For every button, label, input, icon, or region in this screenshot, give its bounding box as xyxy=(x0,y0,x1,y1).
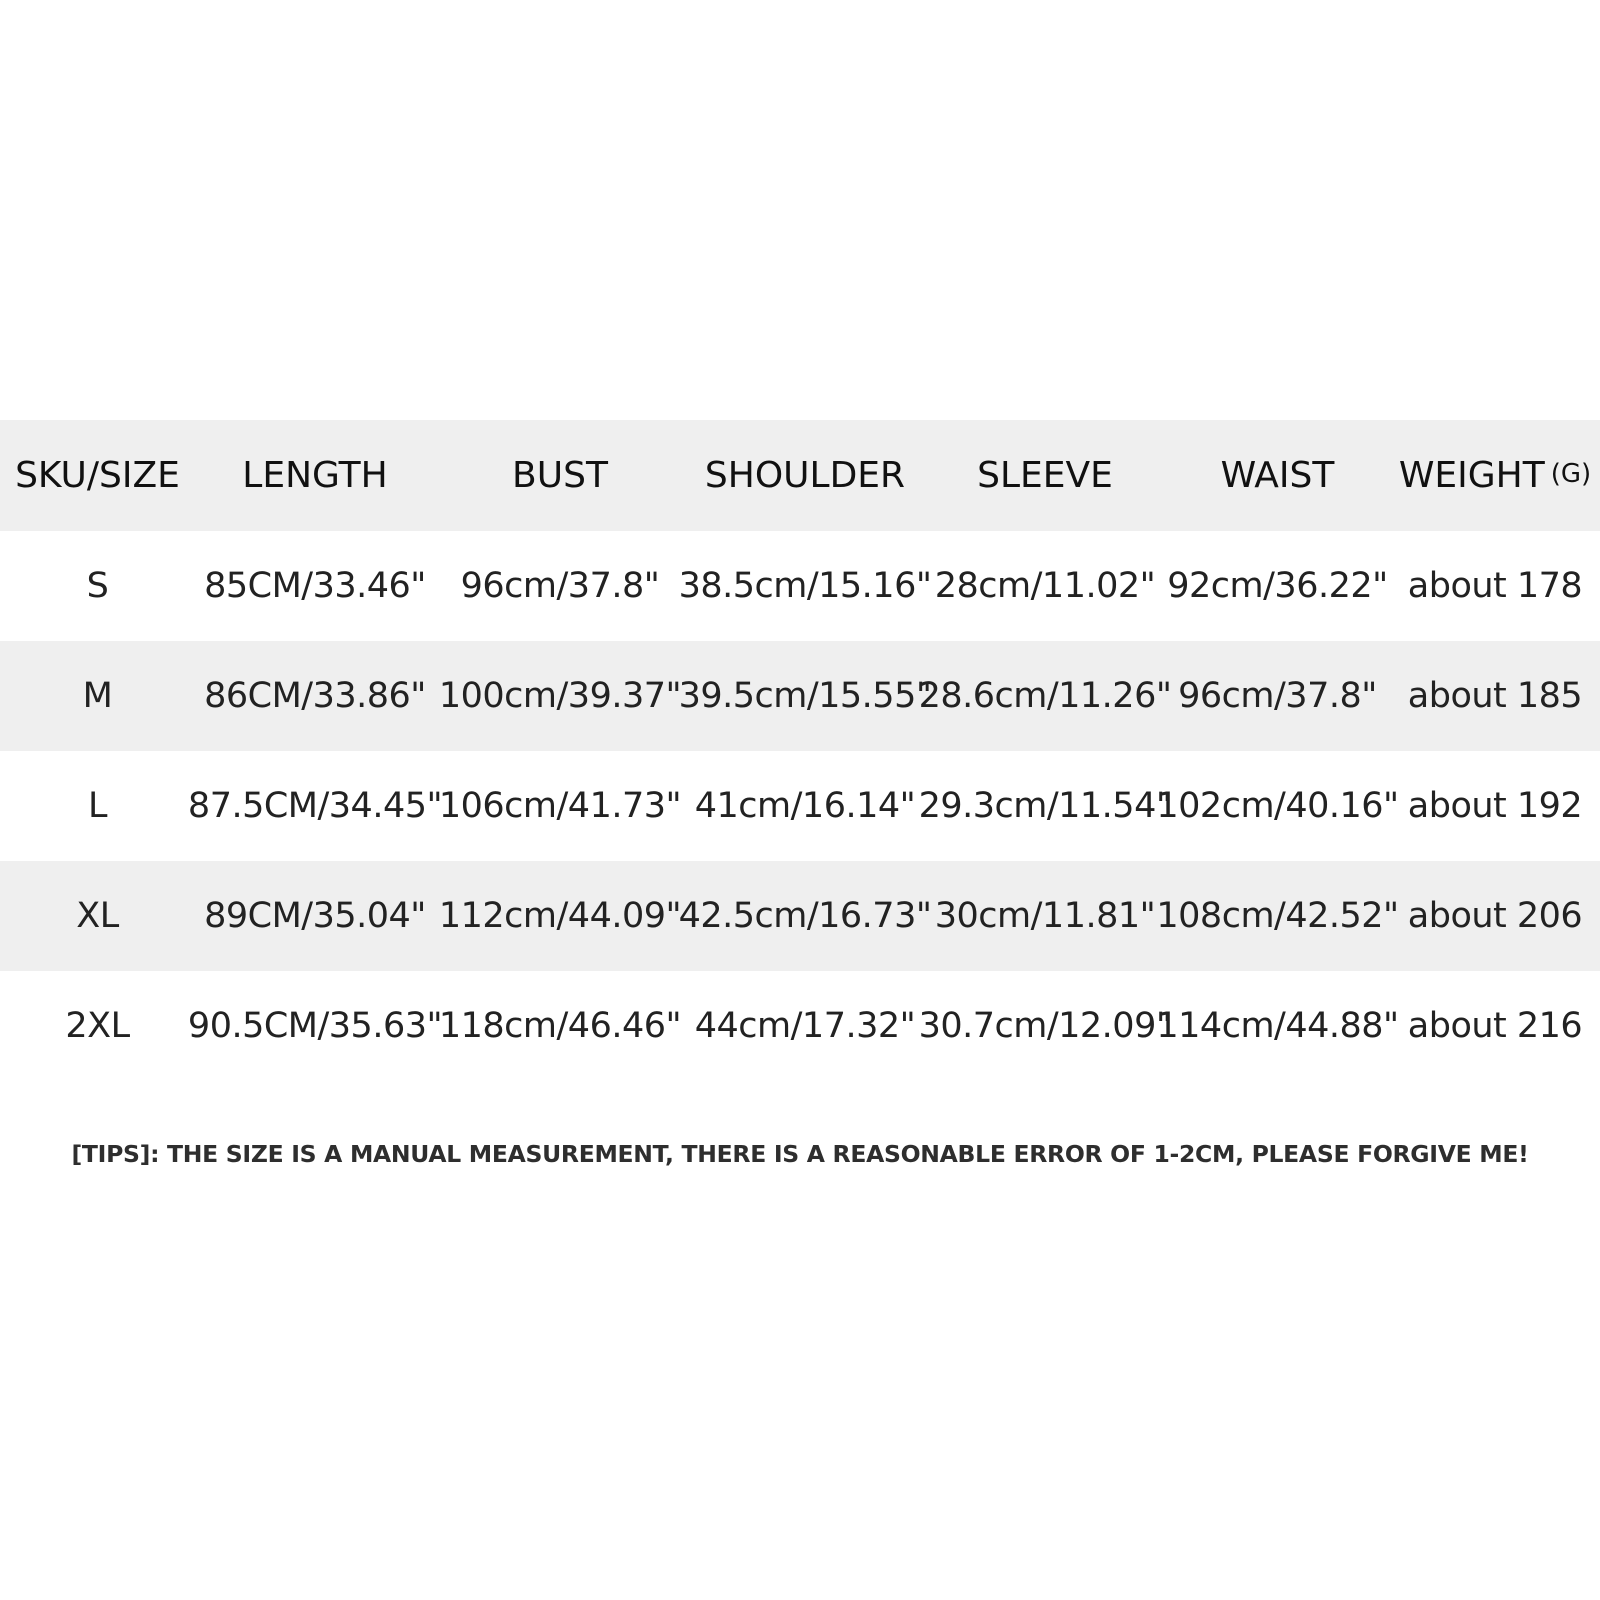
cell-sleeve: 28.6cm/11.26" xyxy=(918,676,1172,716)
table-row xyxy=(0,531,1600,641)
header-sleeve: SLEEVE xyxy=(977,455,1113,496)
table-row xyxy=(0,641,1600,751)
cell-waist: 92cm/36.22" xyxy=(1167,566,1388,606)
cell-shoulder: 38.5cm/15.16" xyxy=(678,566,932,606)
header-weight-unit: (G) xyxy=(1550,458,1592,489)
cell-bust: 96cm/37.8" xyxy=(460,566,660,606)
table-row xyxy=(0,971,1600,1081)
header-length: LENGTH xyxy=(242,455,388,496)
cell-weight: about 216 xyxy=(1407,1006,1583,1046)
header-bust: BUST xyxy=(512,455,608,496)
cell-weight: about 206 xyxy=(1407,896,1583,936)
measurement-tips-note: [TIPS]: THE SIZE IS A MANUAL MEASUREMENT, THERE IS A REASONABLE ERROR OF 1-2CM, PLEASE FORGIVE ME! xyxy=(71,1140,1529,1168)
cell-weight: about 185 xyxy=(1407,676,1583,716)
cell-size: S xyxy=(86,566,109,606)
cell-size: 2XL xyxy=(65,1006,130,1046)
cell-size: L xyxy=(88,786,107,826)
cell-size: XL xyxy=(76,896,119,936)
cell-sleeve: 30cm/11.81" xyxy=(934,896,1156,936)
cell-length: 90.5CM/35.63" xyxy=(187,1006,443,1046)
cell-sleeve: 30.7cm/12.09" xyxy=(918,1006,1172,1046)
cell-length: 89CM/35.04" xyxy=(204,896,426,936)
table-row xyxy=(0,751,1600,861)
cell-waist: 102cm/40.16" xyxy=(1156,786,1399,826)
cell-bust: 112cm/44.09" xyxy=(438,896,682,936)
header-weight xyxy=(1390,455,1600,496)
header-sku-size: SKU/SIZE xyxy=(15,455,180,496)
cell-shoulder: 41cm/16.14" xyxy=(694,786,916,826)
cell-bust: 118cm/46.46" xyxy=(438,1006,682,1046)
header-weight-label: WEIGHT xyxy=(1398,455,1545,496)
cell-weight: about 192 xyxy=(1407,786,1583,826)
header-shoulder: SHOULDER xyxy=(704,455,906,496)
cell-waist: 96cm/37.8" xyxy=(1178,676,1377,716)
cell-length: 85CM/33.46" xyxy=(204,566,426,606)
cell-weight: about 178 xyxy=(1407,566,1583,606)
table-header-row xyxy=(0,420,1600,531)
cell-waist: 114cm/44.88" xyxy=(1156,1006,1399,1046)
cell-shoulder: 44cm/17.32" xyxy=(694,1006,916,1046)
cell-sleeve: 28cm/11.02" xyxy=(934,566,1156,606)
size-chart-table xyxy=(0,420,1600,1081)
cell-shoulder: 42.5cm/16.73" xyxy=(678,896,932,936)
cell-waist: 108cm/42.52" xyxy=(1156,896,1399,936)
cell-bust: 106cm/41.73" xyxy=(438,786,682,826)
cell-size: M xyxy=(82,676,113,716)
cell-length: 86CM/33.86" xyxy=(204,676,426,716)
cell-sleeve: 29.3cm/11.54" xyxy=(918,786,1172,826)
cell-length: 87.5CM/34.45" xyxy=(187,786,443,826)
cell-bust: 100cm/39.37" xyxy=(438,676,682,716)
cell-shoulder: 39.5cm/15.55" xyxy=(678,676,932,716)
header-waist: WAIST xyxy=(1220,455,1335,496)
table-row xyxy=(0,861,1600,971)
